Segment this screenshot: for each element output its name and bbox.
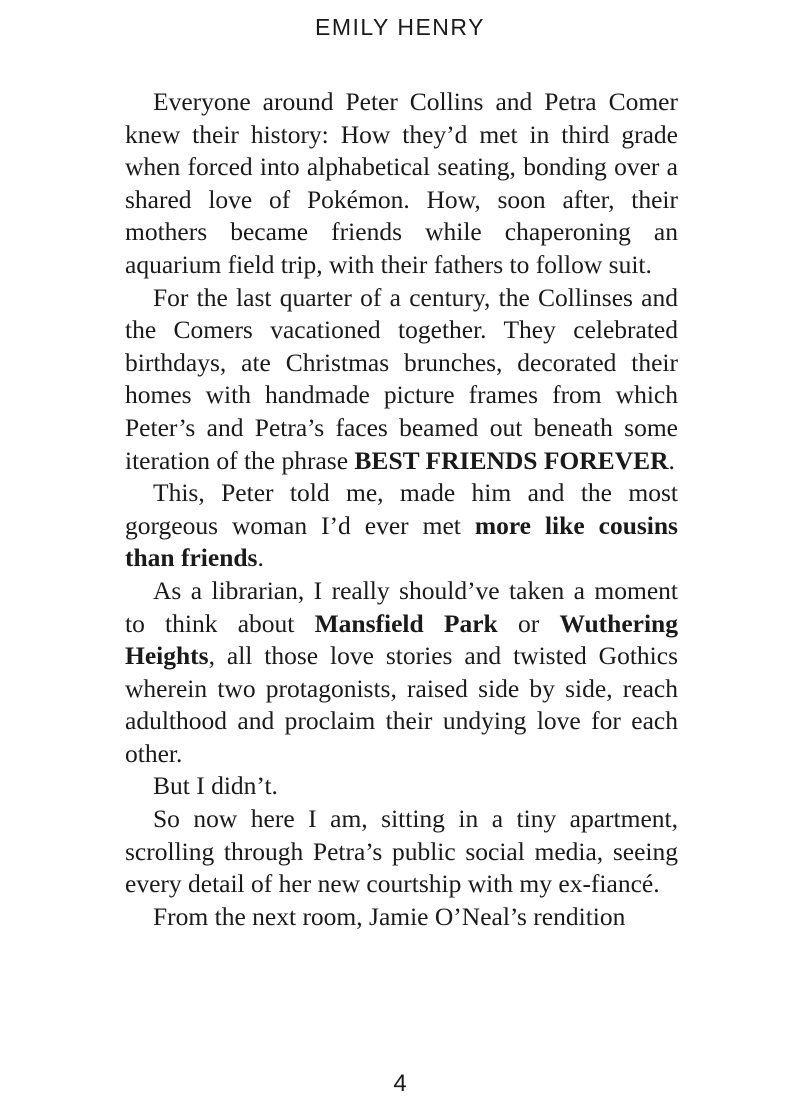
paragraph <box>125 770 678 803</box>
page-number: 4 <box>393 1070 407 1097</box>
text-run: This, Peter told me, made him and the most gorgeous woman I’d ever met <box>125 478 678 540</box>
paragraph <box>125 575 678 771</box>
text-run: As a librarian, I really should’ve taken a moment to think about <box>125 575 678 638</box>
bold-text-run: Wuthering Heights <box>125 608 678 671</box>
text-run: For the last quarter of a century, the Collinses and the Comers vacationed together. They celebrated birthdays, ate Christmas brunches, decorated their homes with handmade picture frames from which Peter’s and Petra’s faces beamed out beneath some iteration of the phrase <box>125 282 678 475</box>
text-run: So now here I am, sitting in a tiny apartment, scrolling through Petra’s public social media, seeing every detail of her new courtship with my ex-fiancé. <box>125 804 678 899</box>
text-run: But I didn’t. <box>153 771 278 801</box>
paragraph <box>125 477 678 575</box>
text-run: Everyone around Peter Collins and Petra Comer knew their history: How they’d met in third grade when forced into alphabetical seating, bonding over a shared love of Pokémon. How, soon after, their mothers became friends while chaperoning an aquarium field trip, with their fathers to follow suit. <box>125 87 678 279</box>
paragraph <box>125 86 678 282</box>
paragraph <box>125 901 678 934</box>
bold-text-run: BEST FRIENDS FOREVER <box>354 445 669 475</box>
text-run: . <box>257 543 264 573</box>
paragraph <box>125 803 678 901</box>
text-run: . <box>668 445 675 475</box>
paragraph <box>125 282 678 478</box>
running-head-author: EMILY HENRY <box>315 14 485 40</box>
body-text <box>125 86 678 933</box>
text-run: , all those love stories and twisted Gothics wherein two protagonists, raised side by side, reach adulthood and proclaim their undying love for each other. <box>125 641 678 768</box>
text-run: From the next room, Jamie O’Neal’s rendition <box>153 901 626 931</box>
text-run: or <box>497 608 560 638</box>
bold-text-run: Mansfield Park <box>314 608 498 638</box>
bold-text-run: more like cousins than friends <box>125 510 678 573</box>
